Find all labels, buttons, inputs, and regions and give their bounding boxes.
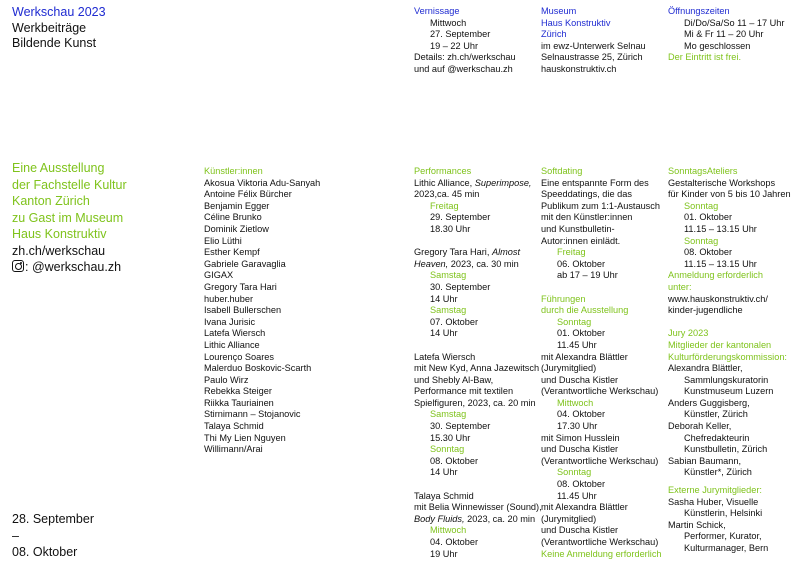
performance-date: 30. September — [430, 281, 491, 292]
performance-line: Latefa Wiersch — [414, 351, 476, 362]
jury-member-name: Sasha Huber, Visuelle — [668, 496, 759, 507]
jury-member-name: Deborah Keller, — [668, 421, 732, 432]
performance-title: Heaven, — [414, 258, 449, 269]
jury-member-name: Martin Schick, — [668, 519, 726, 530]
softdating-text: Publikum zum 1:1-Austausch — [541, 200, 660, 211]
artist-name: Akosua Viktoria Adu-Sanyah — [204, 177, 321, 188]
performance-line: und Shebly Al-Baw, — [414, 374, 494, 385]
tour-guide: (Jurymitglied) — [541, 513, 597, 524]
performance-meta: 2023, ca. 20 min — [467, 513, 536, 524]
performance-date: 08. Oktober — [430, 455, 479, 466]
date-dash: – — [12, 528, 19, 543]
tour-time: 11.45 Uhr — [557, 339, 597, 350]
ateliers-link[interactable]: kinder-jugendliche — [668, 305, 743, 316]
artists-section — [204, 166, 320, 456]
exhibition-dates — [12, 511, 94, 561]
jury-member-role: Kunstbulletin, Zürich — [684, 444, 768, 455]
tour-date: 01. Oktober — [557, 328, 606, 339]
promo-block — [12, 160, 127, 276]
artist-name: Thi My Lien Nguyen — [204, 432, 286, 443]
artist-name: Latefa Wiersch — [204, 328, 266, 339]
performance-title-line — [414, 247, 542, 259]
softdating-text: Speeddatings, die das — [541, 189, 632, 200]
tour-guide: mit Simon Husslein — [541, 432, 620, 443]
museum-section — [541, 6, 646, 76]
ateliers-heading: SonntagsAteliers — [668, 166, 738, 176]
softdating-text: mit den Künstler:innen — [541, 212, 633, 223]
tour-guide: (Verantwortliche Werkschau) — [541, 386, 659, 397]
artist-name: huber.huber — [204, 293, 254, 304]
artist-name: Lourenço Soares — [204, 351, 274, 362]
artist-name: Lithic Alliance — [204, 339, 260, 350]
tour-day: Sonntag — [557, 467, 592, 478]
tour-guide: und Duscha Kistler — [541, 525, 619, 536]
artist-name: Ivana Jurisic — [204, 316, 256, 327]
performance-title: Body Fluids, — [414, 513, 465, 524]
performance-title-line — [414, 178, 542, 190]
artist-name: Elio Lüthi — [204, 235, 242, 246]
promo-website-link[interactable]: zh.ch/werkschau — [12, 243, 106, 258]
artist-name: GIGAX — [204, 270, 234, 281]
museum-heading: Museum — [541, 6, 577, 16]
performance-line: mit New Kyd, Anna Jazewitsch — [414, 363, 540, 374]
performance-artist: Lithic Alliance, — [414, 177, 473, 188]
ateliers-link[interactable]: www.hauskonstruktiv.ch/ — [668, 293, 768, 304]
jury-member-role: Künstlerin, Helsinki — [684, 508, 763, 519]
performance-day: Sonntag — [430, 444, 465, 455]
ateliers-time: 11.15 – 13.15 Uhr — [684, 223, 757, 234]
vernissage-heading: Vernissage — [414, 6, 460, 16]
instagram-icon — [12, 260, 24, 272]
jury-member-name: Sabian Baumann, — [668, 455, 742, 466]
museum-heading: Zürich — [541, 29, 567, 40]
tour-guide: und Duscha Kistler — [541, 374, 619, 385]
promo-line: Eine Ausstellung — [12, 161, 105, 175]
header-block — [12, 5, 106, 52]
ateliers-day: Sonntag — [684, 235, 719, 246]
ateliers-desc: Gestalterische Workshops — [668, 177, 776, 188]
jury-heading: Mitglieder der kantonalen — [668, 339, 772, 350]
softdating-date: 06. Oktober — [557, 258, 606, 269]
promo-instagram[interactable] — [12, 259, 127, 276]
subtitle-line-2: Bildende Kunst — [12, 36, 97, 50]
performance-day: Samstag — [430, 305, 467, 316]
performance-line: Spielfiguren, 2023, ca. 20 min — [414, 397, 536, 408]
performance-meta: 2023,ca. 45 min — [414, 189, 480, 200]
promo-line: Kanton Zürich — [12, 194, 90, 208]
artist-name: Gregory Tara Hari — [204, 281, 277, 292]
jury-member-role: Künstler, Zürich — [684, 409, 748, 420]
museum-heading: Haus Konstruktiv — [541, 17, 611, 28]
tour-guide: mit Alexandra Blättler — [541, 351, 628, 362]
ateliers-registration: Anmeldung erforderlich — [668, 270, 763, 281]
tour-day: Mittwoch — [557, 397, 594, 408]
museum-address: Selnaustrasse 25, Zürich — [541, 52, 643, 63]
vernissage-details: und auf @werkschau.zh — [414, 63, 513, 74]
performance-title-line — [414, 259, 542, 271]
performance-date: 04. Oktober — [430, 537, 479, 547]
vernissage-time: 19 – 22 Uhr — [430, 40, 479, 51]
tour-date: 08. Oktober — [557, 479, 606, 490]
performance-line: Talaya Schmid — [414, 490, 474, 501]
subtitle-line-1: Werkbeiträge — [12, 20, 87, 35]
ateliers-desc: für Kinder von 5 bis 10 Jahren — [668, 189, 791, 200]
ateliers-day: Sonntag — [684, 200, 719, 211]
ateliers-date: 01. Oktober — [684, 212, 733, 223]
tours-heading: Führungen — [541, 293, 586, 304]
artist-name: Antoine Félix Bürcher — [204, 189, 292, 200]
opening-line: Mo geschlossen — [684, 40, 751, 51]
opening-line: Di/Do/Sa/So 11 – 17 Uhr — [684, 17, 785, 28]
performance-meta: 2023, ca. 30 min — [450, 258, 519, 269]
free-entry-note: Der Eintritt ist frei. — [668, 52, 742, 63]
artist-name: Céline Brunko — [204, 212, 262, 223]
softdating-text: und Kunstbulletin- — [541, 223, 615, 234]
performance-title-line — [414, 514, 542, 526]
vernissage-details: Details: zh.ch/werkschau — [414, 52, 516, 63]
ateliers-time: 11.15 – 13.15 Uhr — [684, 258, 757, 269]
softdating-day: Freitag — [557, 247, 586, 258]
tour-day: Sonntag — [557, 316, 592, 327]
performance-time: 14 Uhr — [430, 293, 458, 304]
softdating-text: Eine entspannte Form des — [541, 177, 649, 188]
performance-date: 30. September — [430, 421, 491, 432]
opening-line: Mi & Fr 11 – 20 Uhr — [684, 29, 764, 40]
promo-line: Haus Konstruktiv — [12, 227, 107, 241]
performance-time: 14 Uhr — [430, 328, 458, 339]
artist-name: Rebekka Steiger — [204, 386, 272, 397]
jury-member-role: Künstler*, Zürich — [684, 467, 752, 478]
date-start: 28. September — [12, 512, 94, 526]
performance-time: 14 Uhr — [430, 467, 458, 478]
jury-member-name: Anders Guggisberg, — [668, 397, 750, 408]
jury-heading: Kulturförderungskommission: — [668, 351, 787, 362]
performance-day: Samstag — [430, 270, 467, 281]
ateliers-registration: unter: — [668, 281, 692, 292]
artist-name: Gabriele Garavaglia — [204, 258, 286, 269]
performances-section — [414, 166, 542, 560]
jury-member-role: Kulturmanager, Bern — [684, 543, 769, 553]
jury-member-role: Chefredakteurin — [684, 432, 750, 443]
external-jury-heading: Externe Jurymitglieder: — [668, 485, 762, 496]
performance-time: 15.30 Uhr — [430, 432, 471, 443]
page-title: Werkschau 2023 — [12, 5, 106, 19]
tour-time: 17.30 Uhr — [557, 421, 598, 432]
tour-guide: mit Alexandra Blättler — [541, 502, 628, 513]
performance-day: Samstag — [430, 409, 467, 420]
artist-list — [204, 178, 320, 456]
promo-line: zu Gast im Museum — [12, 210, 124, 225]
artist-name: Esther Kempf — [204, 247, 260, 258]
artist-name: Malerduo Boskovic-Scarth — [204, 363, 312, 374]
softdating-time: ab 17 – 19 Uhr — [557, 270, 618, 281]
artist-name: Riikka Tauriainen — [204, 397, 274, 408]
performance-date: 29. September — [430, 212, 491, 223]
jury-member-role: Performer, Kurator, — [684, 531, 762, 542]
tour-guide: (Jurymitglied) — [541, 363, 597, 374]
opening-hours-section — [668, 6, 784, 64]
ateliers-section — [668, 166, 791, 555]
performances-heading: Performances — [414, 166, 472, 176]
performance-artist: Gregory Tara Hari, — [414, 247, 490, 258]
softdating-text: Autor:innen einlädt. — [541, 235, 621, 246]
ateliers-date: 08. Oktober — [684, 247, 733, 258]
performance-line: Performance mit textilen — [414, 386, 514, 397]
vernissage-date: 27. September — [430, 29, 491, 40]
date-end: 08. Oktober — [12, 545, 78, 559]
opening-heading: Öffnungszeiten — [668, 6, 730, 16]
softdating-section — [541, 166, 662, 560]
vernissage-day: Mittwoch — [430, 17, 467, 28]
vernissage-section — [414, 6, 516, 76]
tour-guide: (Verantwortliche Werkschau) — [541, 455, 659, 466]
tour-guide: (Verantwortliche Werkschau) — [541, 537, 659, 547]
performance-time: 18.30 Uhr — [430, 223, 471, 234]
performance-day: Mittwoch — [430, 525, 467, 536]
performance-title: Superimpose, — [474, 177, 532, 188]
artist-name: Dominik Zietlow — [204, 223, 269, 234]
jury-heading: Jury 2023 — [668, 328, 709, 339]
softdating-heading: Softdating — [541, 166, 583, 176]
tour-time: 11.45 Uhr — [557, 490, 597, 501]
performance-line: mit Belia Winnewisser (Sound), — [414, 502, 542, 513]
jury-member-name: Alexandra Blättler, — [668, 363, 743, 374]
performance-date: 07. Oktober — [430, 316, 479, 327]
jury-member-role: Sammlungskuratorin — [684, 374, 769, 385]
performance-title: Almost — [491, 247, 521, 258]
performance-time: 19 Uhr — [430, 548, 458, 559]
artist-name: Stirnimann – Stojanovic — [204, 409, 301, 420]
artist-name: Talaya Schmid — [204, 421, 264, 432]
artist-name: Benjamin Egger — [204, 200, 270, 211]
museum-address: im ewz-Unterwerk Selnau — [541, 40, 646, 51]
instagram-handle: : @werkschau.zh — [25, 260, 122, 274]
tour-date: 04. Oktober — [557, 409, 606, 420]
artist-name: Willimann/Arai — [204, 444, 263, 455]
performance-day: Freitag — [430, 200, 459, 211]
artist-name: Isabell Bullerschen — [204, 305, 282, 316]
tours-heading: durch die Ausstellung — [541, 305, 629, 316]
artist-name: Paulo Wirz — [204, 374, 249, 385]
artists-heading: Künstler:innen — [204, 166, 263, 176]
museum-website-link[interactable]: hauskonstruktiv.ch — [541, 63, 617, 74]
jury-member-role: Kunstmuseum Luzern — [684, 386, 774, 397]
promo-line: der Fachstelle Kultur — [12, 177, 127, 192]
tour-guide: und Duscha Kistler — [541, 444, 619, 455]
no-registration-note: Keine Anmeldung erforderlich — [541, 548, 662, 559]
